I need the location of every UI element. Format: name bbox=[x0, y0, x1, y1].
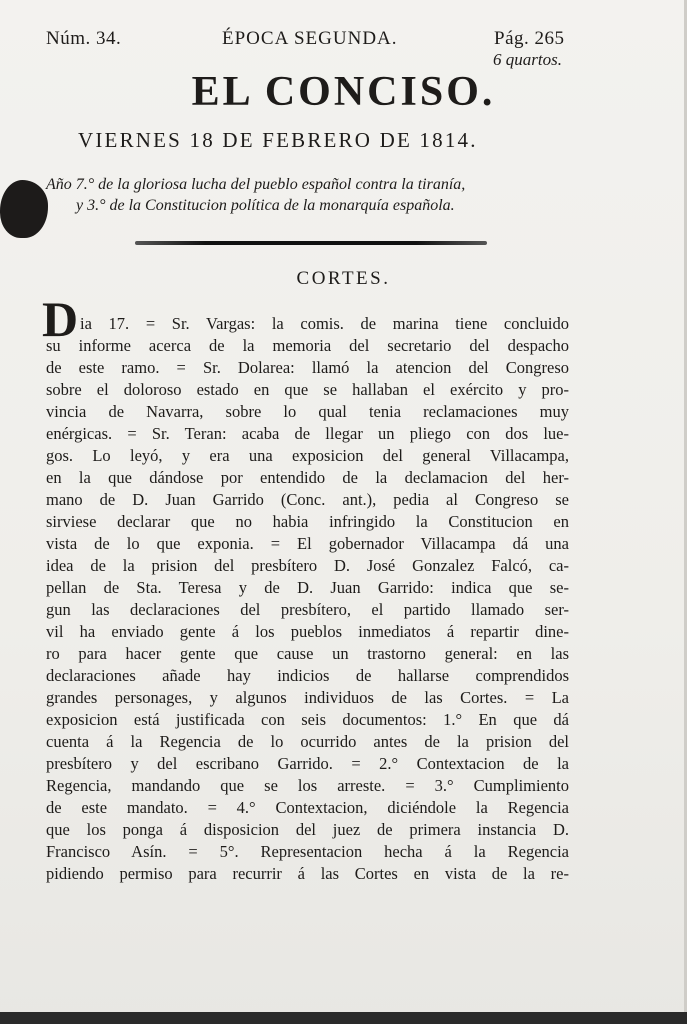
article-line: presbítero y del escribano Garrido. = 2.° Contextacion de la bbox=[46, 754, 569, 773]
article-line: declaraciones añade hay indicios de hallarse comprendidos bbox=[46, 666, 569, 685]
epoch-label: ÉPOCA SEGUNDA. bbox=[222, 28, 398, 49]
article-line: su informe acerca de la memoria del secretario del despacho bbox=[46, 336, 569, 355]
article-line: pidiendo permiso para recurrir á las Cortes en vista de la re- bbox=[46, 864, 569, 883]
article-line: grandes personages, y algunos individuos de las Cortes. = La bbox=[46, 688, 569, 707]
article-line: ia 17. = Sr. Vargas: la comis. de marina tiene concluido bbox=[80, 314, 569, 333]
article-line: Francisco Asín. = 5°. Representacion hecha á la Regencia bbox=[46, 842, 569, 861]
article-line: Regencia, mandando que se los arreste. = 3.° Cumplimiento bbox=[46, 776, 569, 795]
article-line: exposicion está justificada con seis documentos: 1.° En que dá bbox=[46, 710, 569, 729]
ink-stain bbox=[0, 180, 48, 238]
motto-line-1: Año 7.° de la gloriosa lucha del pueblo español contra la tiranía, bbox=[46, 176, 466, 193]
divider-rule bbox=[135, 241, 487, 245]
article-line: de este ramo. = Sr. Dolarea: llamó la atencion del Congreso bbox=[46, 358, 569, 377]
issue-number: Núm. 34. bbox=[46, 28, 122, 49]
article-line: gos. Lo leyó, y era una exposicion del general Villacampa, bbox=[46, 446, 569, 465]
masthead-title: EL CONCISO. bbox=[191, 69, 496, 115]
article-line: vincia de Navarra, sobre lo qual tenia reclamaciones muy bbox=[46, 402, 569, 421]
price-quartos: 6 quartos. bbox=[493, 50, 562, 69]
section-title: CORTES. bbox=[296, 268, 391, 289]
article-line: que los ponga á disposicion del juez de primera instancia D. bbox=[46, 820, 569, 839]
article-line: pellan de Sta. Teresa y de D. Juan Garrido: indica que se- bbox=[46, 578, 569, 597]
article-line: cuenta á la Regencia de lo ocurrido antes de la prision del bbox=[46, 732, 569, 751]
article-line: vil ha enviado gente á los pueblos inmediatos á repartir dine- bbox=[46, 622, 569, 641]
scan-border bbox=[0, 1012, 687, 1024]
article-line: vista de lo que exponia. = El gobernador Villacampa dá una bbox=[46, 534, 569, 553]
article-line: sobre el doloroso estado en que se hallaban el exército y pro- bbox=[46, 380, 569, 399]
article-line: mano de D. Juan Garrido (Conc. ant.), pedia al Congreso se bbox=[46, 490, 569, 509]
drop-cap: D bbox=[42, 291, 79, 347]
article-line: enérgicas. = Sr. Teran: acaba de llegar un pliego con dos lue- bbox=[46, 424, 569, 443]
dateline: VIERNES 18 DE FEBRERO DE 1814. bbox=[78, 128, 478, 152]
article-line: idea de la prision del presbítero D. José Gonzalez Falcó, ca- bbox=[46, 556, 569, 575]
page-number: Pág. 265 bbox=[494, 28, 565, 49]
motto-line-2: y 3.° de la Constitucion política de la monarquía española. bbox=[76, 197, 455, 214]
article-line: gun las declaraciones del presbítero, el partido llamado ser- bbox=[46, 600, 569, 619]
article-line: ro para hacer gente que cause un trastorno general: en las bbox=[46, 644, 569, 663]
article-line: sirviese declarar que no habia infringido la Constitucion en bbox=[46, 512, 569, 531]
article-line: de este mandato. = 4.° Contextacion, diciéndole la Regencia bbox=[46, 798, 569, 817]
article-line: en la que dándose por entendido de la declamacion del her- bbox=[46, 468, 569, 487]
